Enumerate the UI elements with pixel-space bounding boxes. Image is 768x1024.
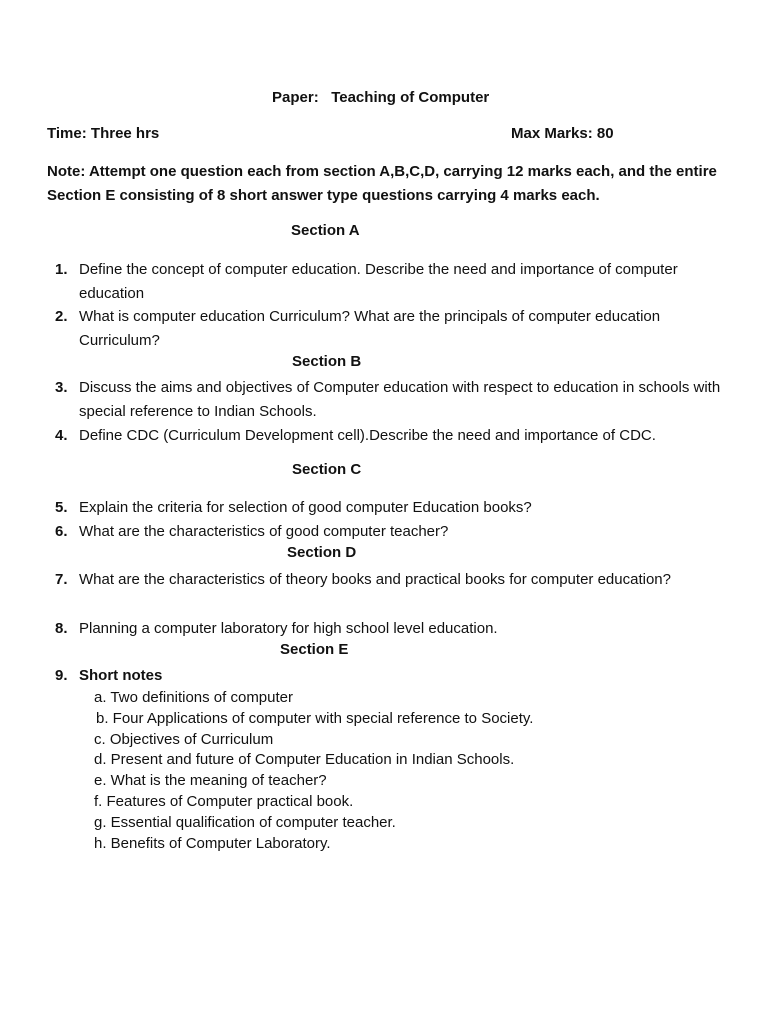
question-number: 4.	[55, 427, 68, 444]
question-item	[55, 424, 735, 448]
question-number: 2.	[55, 308, 68, 325]
section-a-heading: Section A	[291, 222, 360, 239]
section-d-heading: Section D	[287, 544, 357, 561]
question-item	[55, 664, 735, 688]
question-text: Define CDC (Curriculum Development cell).Describe the need and importance of CDC.	[79, 427, 656, 444]
question-number: 7.	[55, 571, 68, 588]
short-note-item: b. Four Applications of computer with special reference to Society.	[96, 710, 534, 727]
question-item	[55, 568, 735, 592]
question-text: Planning a computer laboratory for high school level education.	[79, 620, 498, 637]
short-note-item: g. Essential qualification of computer teacher.	[94, 814, 396, 831]
question-number: 1.	[55, 261, 68, 278]
exam-note: Note: Attempt one question each from section A,B,C,D, carrying 12 marks each, and the entire Section E consisting of 8 short answer type questions carrying 4 marks each.	[47, 163, 717, 204]
paper-label: Paper:	[272, 89, 319, 106]
section-c-heading: Section C	[292, 461, 362, 478]
question-item	[55, 258, 735, 306]
question-text: What is computer education Curriculum? What are the principals of computer education Curriculum?	[79, 308, 661, 349]
question-item	[55, 305, 735, 353]
question-item	[55, 520, 735, 544]
max-marks-label: Max Marks: 80	[511, 125, 614, 142]
paper-title	[272, 89, 489, 106]
short-note-item: d. Present and future of Computer Education in Indian Schools.	[94, 751, 515, 768]
short-note-item: a. Two definitions of computer	[94, 689, 293, 706]
question-number: 9.	[55, 667, 68, 684]
section-e-heading: Section E	[280, 641, 349, 658]
question-number: 6.	[55, 523, 68, 540]
question-text: What are the characteristics of good computer teacher?	[79, 523, 449, 540]
question-text: Discuss the aims and objectives of Computer education with respect to education in schools with special reference to Indian Schools.	[79, 379, 721, 420]
short-note-item: e. What is the meaning of teacher?	[94, 772, 327, 789]
question-number: 8.	[55, 620, 68, 637]
time-label: Time: Three hrs	[47, 125, 160, 142]
short-note-item: f. Features of Computer practical book.	[94, 793, 354, 810]
question-number: 3.	[55, 379, 68, 396]
short-note-item: c. Objectives of Curriculum	[94, 731, 274, 748]
question-item	[55, 617, 735, 641]
question-number: 5.	[55, 499, 68, 516]
question-text: Short notes	[79, 667, 163, 684]
paper-subject: Teaching of Computer	[331, 89, 490, 106]
question-text: Explain the criteria for selection of good computer Education books?	[79, 499, 532, 516]
question-item	[55, 496, 735, 520]
question-text: Define the concept of computer education. Describe the need and importance of computer education	[79, 261, 678, 302]
short-note-item: h. Benefits of Computer Laboratory.	[94, 835, 331, 852]
section-b-heading: Section B	[292, 353, 362, 370]
question-text: What are the characteristics of theory books and practical books for computer education?	[79, 571, 671, 588]
question-item	[55, 376, 735, 424]
